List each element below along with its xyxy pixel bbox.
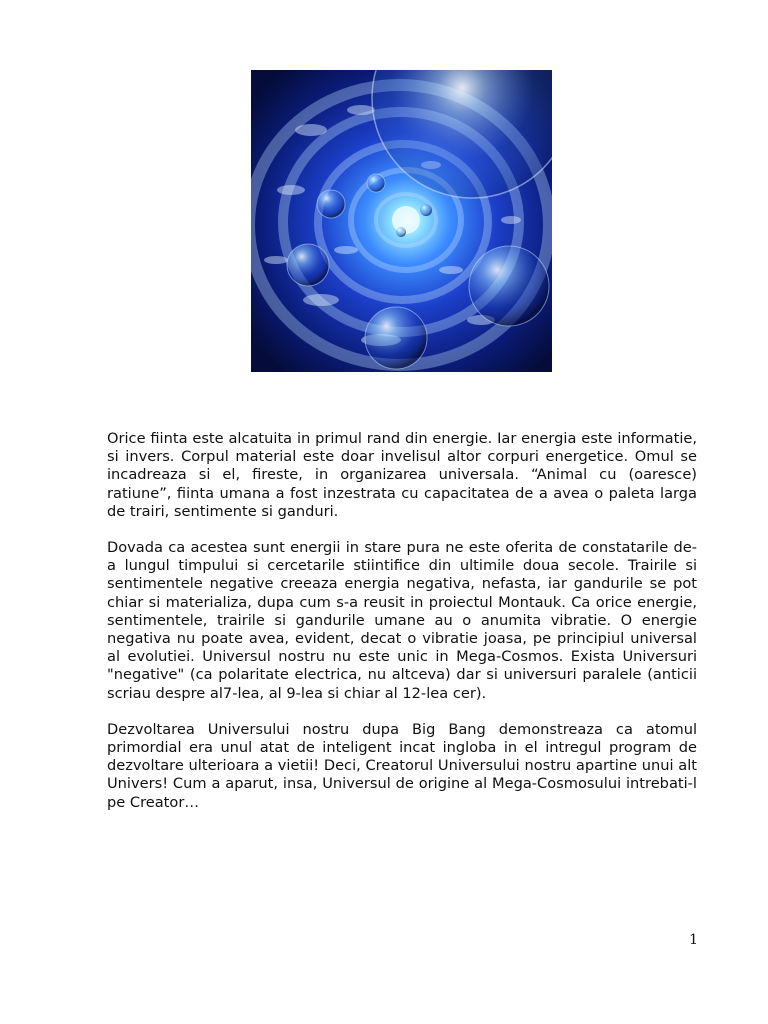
paragraph-1: Orice fiinta este alcatuita in primul rand din energie. Iar energia este informatie, si invers. Corpul material este doar invelisul altor corpuri energetice. Omul se incadreaza si el, fireste, in organizarea universala. “Animal cu (oaresce) ratiune”, fiinta umana a fost inzestrata cu capacitatea de a avea o paleta larga de trairi, sentimente si ganduri. [107, 430, 697, 520]
paragraph-3: Dezvoltarea Universului nostru dupa Big Bang demonstreaza ca atomul primordial era unul atat de inteligent incat ingloba in el intregul program de dezvoltare ulterioara a vietii! Deci, Creatorul Universului nostru apartine unui alt Univers! Cum a aparut, insa, Universul de origine al Mega-Cosmosului intrebati-l pe Creator… [107, 720, 697, 811]
vortex-graphic [251, 70, 552, 372]
page-number: 1 [689, 932, 698, 948]
cosmic-vortex-image [251, 70, 552, 372]
paragraph-2: Dovada ca acestea sunt energii in stare pura ne este oferita de constatarile de-a lungul timpului si cercetarile stiintifice din ultimile doua secole. Trairile si sentimentele negative creeaza energia negativa, nefasta, iar gandurile se pot chiar si materializa, dupa cum s-a reusit in proiectul Montauk. Ca orice energie, sentimentele, trairile si gandurile umane au o anumita vibratie. O energie negativa nu poate avea, evident, decat o vibratie joasa, pe principiul universal al evolutiei. Universul nostru nu este unic in Mega-Cosmos. Exista Universuri "negative" (ca polaritate electrica, nu altceva) dar si universuri paralele (anticii scriau despre al7-lea, al 9-lea si chiar al 12-lea cer). [107, 539, 697, 702]
article-body [107, 430, 697, 830]
